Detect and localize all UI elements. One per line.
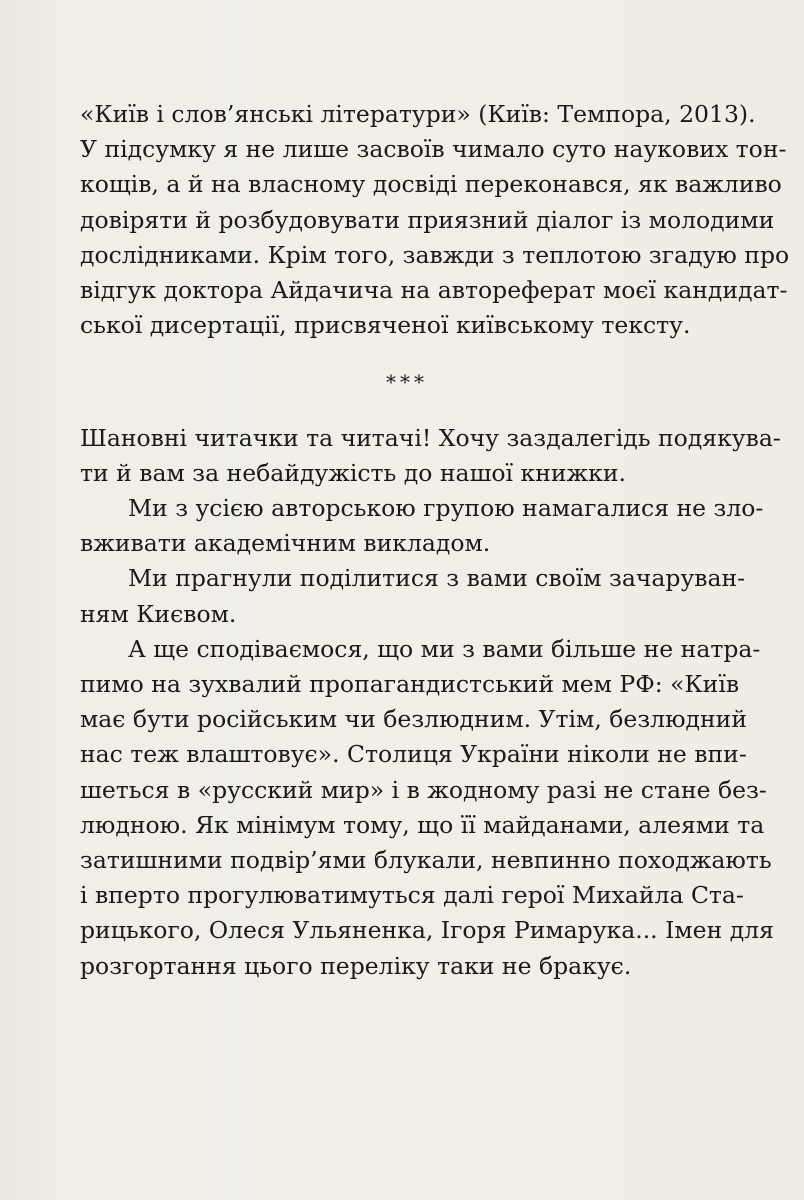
text-line: кощів, а й на власному досвіді переконався, як важливо xyxy=(80,170,782,199)
text-line: шеться в «русский мир» і в жодному разі не стане без- xyxy=(80,775,767,804)
page-text xyxy=(80,97,790,984)
text-line: ням Києвом. xyxy=(80,599,237,628)
text-line: ти й вам за небайдужість до нашої книжки. xyxy=(80,458,626,487)
text-line: і вперто прогулюватимуться далі герої Михайла Ста- xyxy=(80,881,744,910)
text-line: дослідниками. Крім того, завжди з теплотою згадую про xyxy=(80,240,790,269)
text-line: розгортання цього переліку таки не бракує. xyxy=(80,951,632,980)
paragraph-fascination xyxy=(80,561,746,631)
text-line: Ми з усією авторською групою намагалися не зло- xyxy=(128,494,764,523)
text-line: довіряти й розбудовувати приязний діалог із молодими xyxy=(80,205,775,234)
text-line: затишними подвір’ями блукали, невпинно походжають xyxy=(80,846,772,875)
paragraph-readers xyxy=(80,421,781,491)
section-separator: *** xyxy=(386,370,428,395)
text-line: нас теж влаштовує». Столиця України ніколи не впи- xyxy=(80,740,747,769)
text-line: Шановні читачки та читачі! Хочу заздалегідь подякува- xyxy=(80,423,781,452)
text-line: рицького, Олеся Ульяненка, Ігоря Римарука... Імен для xyxy=(80,916,774,945)
text-line: А ще сподіваємося, що ми з вами більше не натра- xyxy=(128,634,761,663)
paragraph-hope xyxy=(80,632,774,984)
text-line: має бути російським чи безлюдним. Утім, безлюдний xyxy=(80,705,747,734)
text-line: У підсумку я не лише засвоїв чимало суто наукових тон- xyxy=(80,135,787,164)
text-line: відгук доктора Айдачича на автореферат моєї кандидат- xyxy=(80,276,788,305)
text-line: ської дисертації, присвяченої київському тексту. xyxy=(80,311,691,340)
paragraph-author-group xyxy=(80,491,764,561)
text-line: Ми прагнули поділитися з вами своїм зачаруван- xyxy=(128,564,746,593)
text-line: пимо на зухвалий пропагандистський мем РФ: «Київ xyxy=(80,670,740,699)
text-line: «Київ і слов’янські літератури» (Київ: Темпора, 2013). xyxy=(80,100,756,128)
text-line: людною. Як мінімум тому, що її майданами, алеями та xyxy=(80,810,765,839)
paragraph-acknowledgement xyxy=(80,97,790,343)
text-line: вживати академічним викладом. xyxy=(80,529,491,558)
